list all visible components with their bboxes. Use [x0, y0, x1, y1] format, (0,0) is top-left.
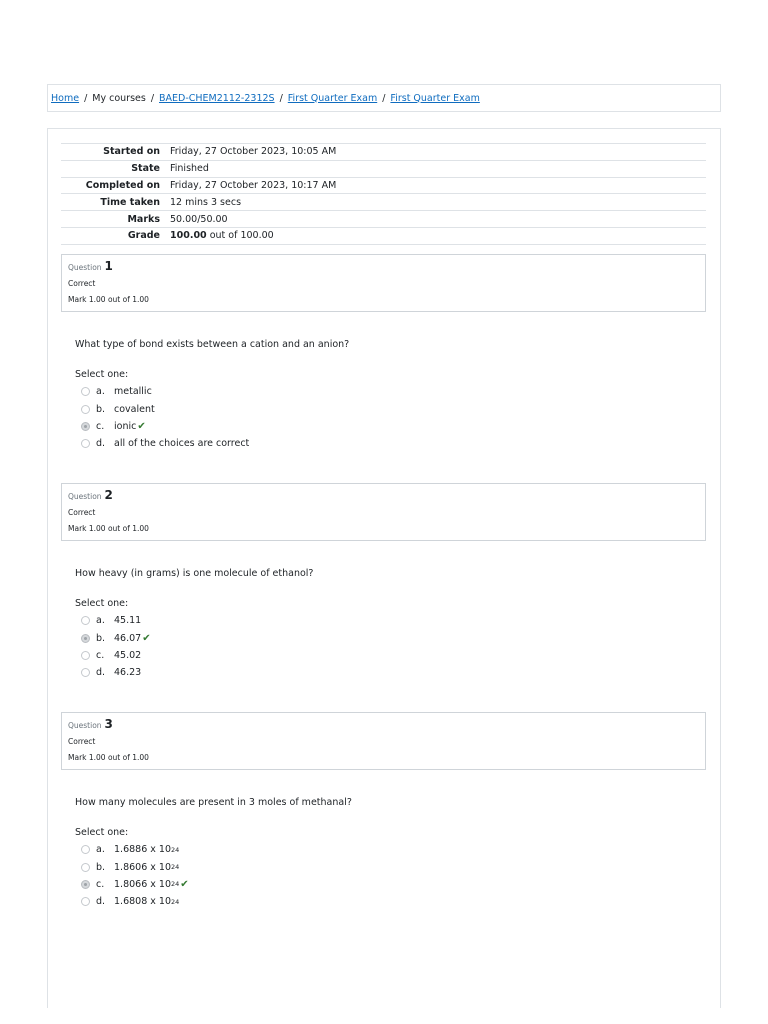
answer-exponent: 24	[171, 880, 180, 889]
answer-text: 1.6808 x 10	[114, 896, 171, 908]
answer-option[interactable]	[81, 383, 249, 400]
grade-score: 100.00	[170, 230, 207, 242]
answer-text: 46.07	[114, 632, 142, 644]
answer-letter: d.	[96, 896, 106, 908]
breadcrumb	[47, 84, 721, 112]
question-grade: Mark 1.00 out of 1.00	[68, 524, 149, 533]
radio-button[interactable]	[81, 897, 90, 906]
radio-button[interactable]	[81, 845, 90, 854]
question-number: 3	[104, 717, 113, 731]
question-number: 2	[104, 488, 113, 502]
question-grade: Mark 1.00 out of 1.00	[68, 295, 149, 304]
answer-option[interactable]	[81, 664, 151, 681]
answer-letter: d.	[96, 438, 106, 450]
answer-text: 1.8066 x 10	[114, 878, 171, 890]
answer-text: 45.02	[114, 649, 142, 661]
breadcrumb-section-link[interactable]: First Quarter Exam	[287, 92, 378, 104]
answer-letter: a.	[96, 615, 105, 627]
radio-button[interactable]	[81, 668, 90, 677]
summary-row-completed	[61, 177, 706, 194]
question-info-3	[61, 712, 706, 770]
breadcrumb-separator: /	[279, 92, 283, 104]
answer-letter: a.	[96, 844, 105, 856]
answer-exponent: 24	[171, 845, 180, 854]
summary-row-state	[61, 160, 706, 177]
answer-letter: b.	[96, 403, 106, 415]
answer-text: 1.8606 x 10	[114, 861, 171, 873]
answer-text: covalent	[114, 403, 155, 415]
summary-label: Time taken	[61, 194, 165, 211]
answer-text: all of the choices are correct	[114, 438, 250, 450]
answer-exponent: 24	[171, 863, 180, 872]
answer-text: 46.23	[114, 667, 142, 679]
radio-button[interactable]	[81, 616, 90, 625]
question-grade: Mark 1.00 out of 1.00	[68, 753, 149, 762]
summary-row-marks	[61, 211, 706, 228]
breadcrumb-separator: /	[84, 92, 88, 104]
summary-label: Completed on	[61, 177, 165, 194]
select-one-prompt: Select one:	[75, 369, 129, 380]
radio-button[interactable]	[81, 863, 90, 872]
answer-option[interactable]	[81, 647, 151, 664]
breadcrumb-my-courses: My courses	[92, 92, 146, 104]
radio-button[interactable]	[81, 439, 90, 448]
answer-text: 45.11	[114, 615, 142, 627]
question-text: How many molecules are present in 3 moles of methanal?	[75, 797, 352, 808]
summary-row-time	[61, 194, 706, 211]
answer-exponent: 24	[171, 897, 180, 906]
answer-option[interactable]	[81, 893, 189, 910]
breadcrumb-home-link[interactable]: Home	[51, 92, 80, 104]
question-number: 1	[104, 259, 113, 273]
breadcrumb-course-link[interactable]: BAED-CHEM2112-2312S	[159, 92, 275, 104]
answer-option[interactable]	[81, 612, 151, 629]
question-text: What type of bond exists between a cation and an anion?	[75, 339, 350, 350]
radio-button-checked[interactable]	[81, 634, 90, 643]
radio-button-checked[interactable]	[81, 422, 90, 431]
answer-option[interactable]	[81, 400, 249, 417]
check-icon: ✔	[137, 420, 146, 432]
question-text: How heavy (in grams) is one molecule of ethanol?	[75, 568, 314, 579]
question-info-1	[61, 254, 706, 312]
question-state: Correct	[68, 508, 96, 517]
question-label: Question	[68, 492, 102, 501]
quiz-summary-table	[61, 143, 706, 245]
answer-letter: a.	[96, 386, 105, 398]
summary-label: Marks	[61, 211, 165, 228]
answer-letter: c.	[96, 649, 105, 661]
answer-letter: c.	[96, 420, 105, 432]
radio-button[interactable]	[81, 651, 90, 660]
answer-list	[81, 612, 151, 682]
summary-value: Friday, 27 October 2023, 10:17 AM	[165, 177, 706, 194]
summary-value: Friday, 27 October 2023, 10:05 AM	[165, 144, 706, 161]
answer-letter: d.	[96, 667, 106, 679]
answer-text: metallic	[114, 386, 152, 398]
select-one-prompt: Select one:	[75, 598, 129, 609]
breadcrumb-separator: /	[382, 92, 386, 104]
answer-option-selected[interactable]	[81, 418, 249, 435]
answer-list	[81, 841, 189, 911]
answer-list	[81, 383, 249, 453]
answer-letter: c.	[96, 878, 105, 890]
question-info-2	[61, 483, 706, 541]
summary-value: 12 mins 3 secs	[165, 194, 706, 211]
summary-label: Grade	[61, 227, 165, 244]
summary-row-started	[61, 144, 706, 161]
answer-text: ionic	[114, 420, 137, 432]
answer-letter: b.	[96, 861, 106, 873]
summary-label: State	[61, 160, 165, 177]
breadcrumb-quiz-link[interactable]: First Quarter Exam	[390, 92, 480, 104]
summary-row-grade	[61, 227, 706, 244]
radio-button[interactable]	[81, 387, 90, 396]
answer-option[interactable]	[81, 858, 189, 875]
check-icon: ✔	[180, 878, 189, 890]
question-label: Question	[68, 263, 102, 272]
select-one-prompt: Select one:	[75, 827, 129, 838]
breadcrumb-separator: /	[150, 92, 155, 104]
answer-letter: b.	[96, 632, 106, 644]
radio-button[interactable]	[81, 405, 90, 414]
answer-text: 1.6886 x 10	[114, 844, 171, 856]
answer-option-selected[interactable]	[81, 876, 189, 893]
summary-label: Started on	[61, 144, 165, 161]
summary-value: Finished	[165, 160, 706, 177]
radio-button-checked[interactable]	[81, 880, 90, 889]
answer-option[interactable]	[81, 841, 189, 858]
answer-option[interactable]	[81, 435, 249, 452]
answer-option-selected[interactable]	[81, 629, 151, 646]
check-icon: ✔	[142, 632, 151, 644]
grade-out-of: out of 100.00	[209, 230, 274, 242]
summary-value: 50.00/50.00	[165, 211, 706, 228]
question-label: Question	[68, 721, 102, 730]
question-state: Correct	[68, 737, 96, 746]
summary-value	[165, 227, 706, 244]
question-state: Correct	[68, 279, 96, 288]
